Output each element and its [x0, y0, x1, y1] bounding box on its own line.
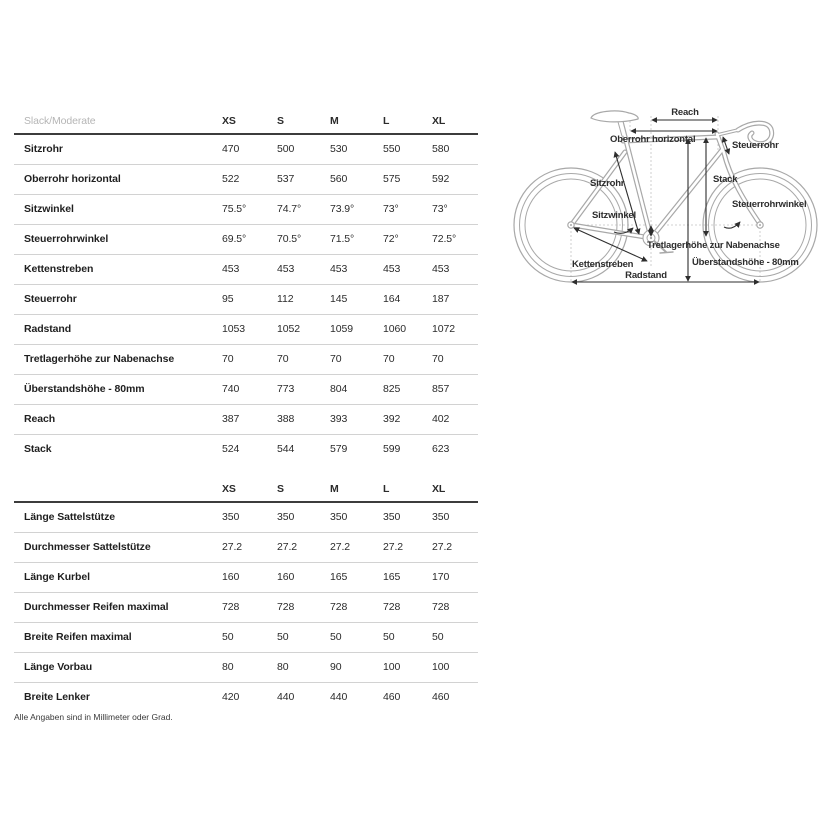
row-value: 145 — [330, 293, 348, 306]
row-value: 550 — [383, 143, 401, 156]
table-row — [14, 225, 478, 255]
row-value: 599 — [383, 443, 401, 456]
table-row — [14, 255, 478, 285]
row-value: 350 — [383, 511, 401, 524]
row-value: 1072 — [432, 323, 455, 336]
row-value: 453 — [432, 263, 450, 276]
row-value: 80 — [222, 661, 234, 674]
table-row — [14, 195, 478, 225]
row-value: 392 — [383, 413, 401, 426]
row-value: 460 — [432, 691, 450, 704]
row-value: 350 — [432, 511, 450, 524]
row-value: 1060 — [383, 323, 406, 336]
row-label: Sitzwinkel — [24, 203, 74, 216]
table-row — [14, 533, 478, 563]
components-table — [14, 477, 478, 712]
row-value: 728 — [383, 601, 401, 614]
size-column-header: S — [277, 114, 284, 127]
row-value: 453 — [277, 263, 295, 276]
row-label: Sitzrohr — [24, 143, 63, 156]
table-row — [14, 503, 478, 533]
sitzwinkel-label: Sitzwinkel — [592, 210, 636, 221]
row-label: Tretlagerhöhe zur Nabenachse — [24, 353, 175, 366]
row-value: 112 — [277, 293, 294, 306]
row-value: 804 — [330, 383, 348, 396]
row-value: 393 — [330, 413, 348, 426]
row-value: 73° — [432, 203, 448, 216]
table-header-row — [14, 477, 478, 503]
row-value: 728 — [432, 601, 450, 614]
row-value: 70 — [383, 353, 395, 366]
row-value: 72° — [383, 233, 399, 246]
row-value: 1052 — [277, 323, 300, 336]
row-value: 50 — [222, 631, 234, 644]
row-value: 69.5° — [222, 233, 247, 246]
row-value: 453 — [383, 263, 401, 276]
row-value: 70 — [277, 353, 289, 366]
row-value: 420 — [222, 691, 240, 704]
row-value: 100 — [432, 661, 450, 674]
row-value: 580 — [432, 143, 450, 156]
size-column-header: XL — [432, 114, 446, 127]
geometry-table — [14, 109, 478, 464]
row-value: 579 — [330, 443, 348, 456]
tretlagerhoehe-label: Tretlagerhöhe zur Nabenachse — [647, 240, 780, 251]
row-value: 350 — [222, 511, 240, 524]
row-value: 592 — [432, 173, 450, 186]
steuerrohr-label: Steuerrohr — [732, 140, 779, 151]
table-header-title: Slack/Moderate — [24, 114, 96, 127]
table-row — [14, 375, 478, 405]
row-value: 773 — [277, 383, 295, 396]
row-value: 50 — [432, 631, 444, 644]
row-label: Reach — [24, 413, 56, 426]
row-value: 623 — [432, 443, 450, 456]
size-column-header: S — [277, 482, 284, 495]
row-value: 27.2 — [330, 541, 351, 554]
size-column-header: M — [330, 114, 339, 127]
table-row — [14, 563, 478, 593]
row-label: Länge Sattelstütze — [24, 511, 115, 524]
row-value: 80 — [277, 661, 289, 674]
row-label: Steuerrohr — [24, 293, 77, 306]
radstand-label: Radstand — [625, 270, 667, 281]
size-column-header: XS — [222, 482, 236, 495]
row-value: 187 — [432, 293, 450, 306]
row-value: 530 — [330, 143, 348, 156]
row-label: Länge Vorbau — [24, 661, 93, 674]
row-value: 170 — [432, 571, 450, 584]
units-footnote: Alle Angaben sind in Millimeter oder Grad. — [14, 712, 173, 722]
row-value: 160 — [222, 571, 240, 584]
row-value: 27.2 — [432, 541, 453, 554]
spec-tables — [14, 109, 478, 712]
row-label: Breite Reifen maximal — [24, 631, 132, 644]
row-value: 74.7° — [277, 203, 302, 216]
bike-geometry-diagram — [505, 90, 840, 300]
row-value: 70 — [432, 353, 444, 366]
row-value: 72.5° — [432, 233, 457, 246]
row-value: 728 — [277, 601, 295, 614]
row-value: 75.5° — [222, 203, 247, 216]
row-value: 70 — [222, 353, 234, 366]
row-label: Stack — [24, 443, 52, 456]
row-value: 560 — [330, 173, 348, 186]
ueberstandshoehe-label: Überstandshöhe - 80mm — [692, 257, 799, 268]
row-value: 740 — [222, 383, 240, 396]
row-value: 50 — [383, 631, 395, 644]
row-value: 575 — [383, 173, 401, 186]
row-value: 460 — [383, 691, 401, 704]
row-value: 402 — [432, 413, 450, 426]
row-value: 825 — [383, 383, 401, 396]
table-row — [14, 683, 478, 712]
row-value: 500 — [277, 143, 295, 156]
saddle — [591, 111, 638, 122]
sitzrohr-label: Sitzrohr — [590, 178, 625, 189]
table-row — [14, 315, 478, 345]
row-value: 160 — [277, 571, 295, 584]
row-value: 50 — [277, 631, 289, 644]
reach-label: Reach — [671, 107, 699, 118]
row-value: 90 — [330, 661, 342, 674]
size-column-header: L — [383, 114, 390, 127]
row-value: 71.5° — [330, 233, 355, 246]
row-value: 524 — [222, 443, 240, 456]
row-value: 27.2 — [383, 541, 404, 554]
table-row — [14, 435, 478, 464]
row-value: 857 — [432, 383, 450, 396]
row-value: 100 — [383, 661, 401, 674]
row-value: 470 — [222, 143, 240, 156]
row-value: 350 — [330, 511, 348, 524]
row-value: 70.5° — [277, 233, 302, 246]
table-row — [14, 405, 478, 435]
table-row — [14, 135, 478, 165]
size-column-header: L — [383, 482, 390, 495]
row-value: 165 — [383, 571, 401, 584]
steuerrohrwinkel-label: Steuerrohrwinkel — [732, 199, 807, 210]
row-value: 27.2 — [222, 541, 243, 554]
table-row — [14, 165, 478, 195]
table-row — [14, 345, 478, 375]
size-column-header: XS — [222, 114, 236, 127]
oberrohr-label: Oberrohr horizontal — [610, 134, 696, 145]
row-value: 70 — [330, 353, 342, 366]
row-value: 388 — [277, 413, 295, 426]
row-value: 728 — [222, 601, 240, 614]
row-value: 453 — [330, 263, 348, 276]
row-label: Durchmesser Sattelstütze — [24, 541, 151, 554]
table-row — [14, 593, 478, 623]
row-value: 522 — [222, 173, 240, 186]
row-value: 728 — [330, 601, 348, 614]
row-value: 440 — [277, 691, 295, 704]
row-value: 387 — [222, 413, 240, 426]
row-label: Breite Lenker — [24, 691, 90, 704]
row-label: Durchmesser Reifen maximal — [24, 601, 169, 614]
row-label: Länge Kurbel — [24, 571, 90, 584]
row-value: 544 — [277, 443, 295, 456]
row-value: 27.2 — [277, 541, 298, 554]
row-label: Radstand — [24, 323, 72, 336]
row-value: 350 — [277, 511, 295, 524]
row-value: 537 — [277, 173, 295, 186]
row-value: 440 — [330, 691, 348, 704]
stack-label: Stack — [713, 174, 738, 185]
row-value: 73° — [383, 203, 399, 216]
kettenstreben-label: Kettenstreben — [572, 259, 634, 270]
row-label: Steuerrohrwinkel — [24, 233, 109, 246]
table-header-row — [14, 109, 478, 135]
row-value: 50 — [330, 631, 342, 644]
row-value: 1059 — [330, 323, 353, 336]
table-row — [14, 653, 478, 683]
row-label: Oberrohr horizontal — [24, 173, 121, 186]
table-row — [14, 285, 478, 315]
row-value: 165 — [330, 571, 348, 584]
row-value: 164 — [383, 293, 401, 306]
row-value: 73.9° — [330, 203, 355, 216]
size-column-header: M — [330, 482, 339, 495]
table-row — [14, 623, 478, 653]
row-label: Überstandshöhe - 80mm — [24, 383, 145, 396]
row-value: 1053 — [222, 323, 245, 336]
size-column-header: XL — [432, 482, 446, 495]
row-value: 95 — [222, 293, 234, 306]
row-value: 453 — [222, 263, 240, 276]
row-label: Kettenstreben — [24, 263, 94, 276]
